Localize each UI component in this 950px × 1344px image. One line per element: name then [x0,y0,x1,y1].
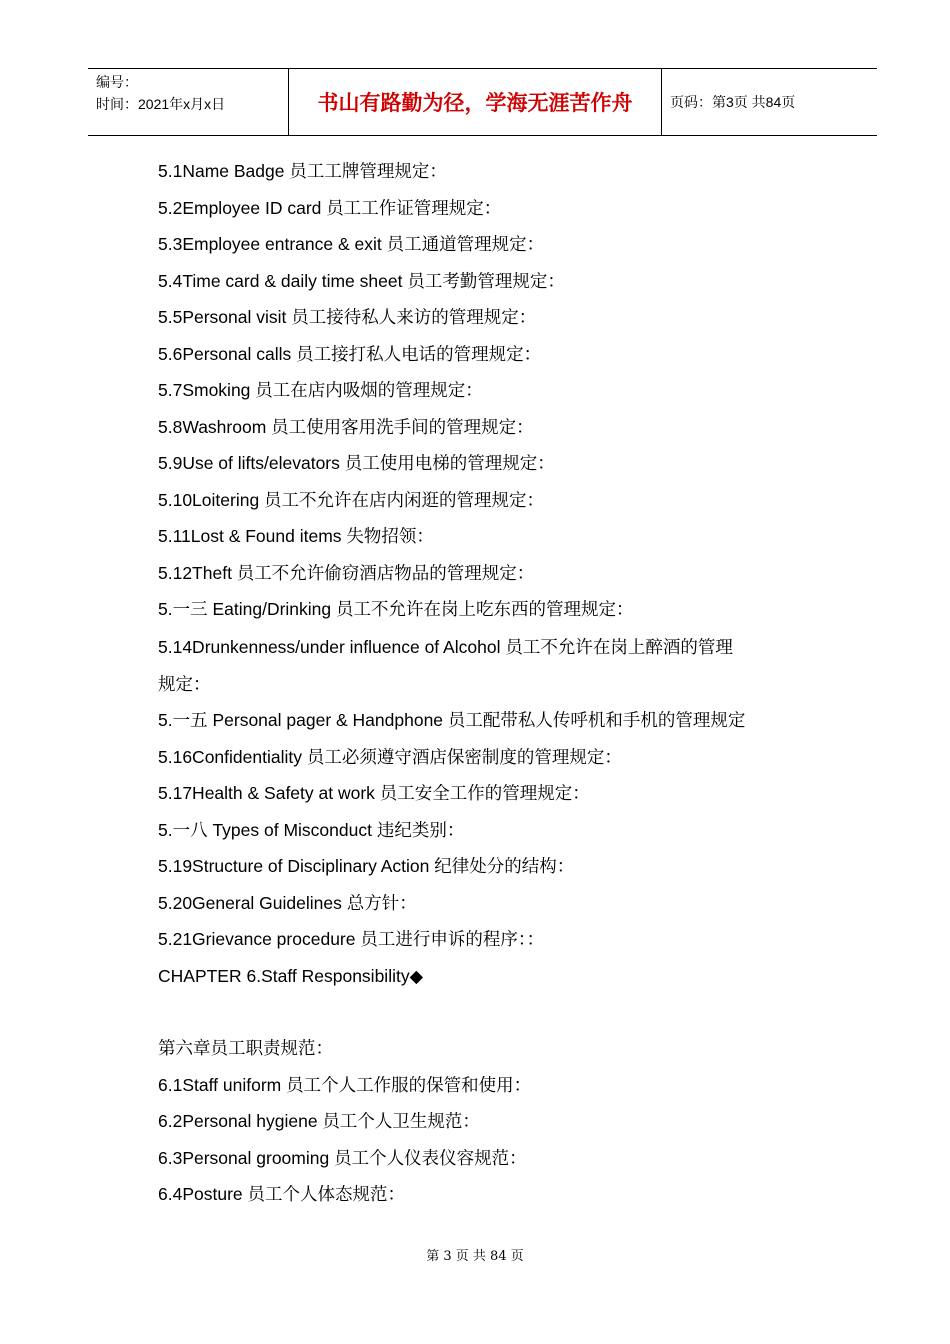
page-footer: 第 3 页 共 84 页 [426,1249,524,1264]
toc-line: 5.20General Guidelines 总方针： [158,892,417,913]
toc-line: 5.一三 Eating/Drinking 员工不允许在岗上吃东西的管理规定： [158,599,634,619]
toc-line-continued: 规定： [158,673,211,694]
toc-line: 5.7Smoking 员工在店内吸烟的管理规定： [158,380,483,400]
toc-line: 5.16Confidentiality 员工必须遵守酒店保密制度的管理规定： [158,746,622,767]
toc-line: 5.3Employee entrance & exit 员工通道管理规定： [158,234,545,254]
toc-line: 5.4Time card & daily time sheet 员工考勤管理规定： [158,270,565,291]
document-body [158,153,838,1213]
page-header [88,68,877,136]
toc-line: 5.8Washroom 员工使用客用洗手间的管理规定： [158,416,534,437]
toc-line: 5.12Theft 员工不允许偷窃酒店物品的管理规定： [158,562,535,583]
blank-line [158,994,838,1030]
toc-line: 6.1Staff uniform 员工个人工作服的保管和使用： [158,1074,532,1095]
toc-line: 5.19Structure of Disciplinary Action 纪律处分的结构： [158,856,575,876]
toc-line: 5.10Loitering 员工不允许在店内闲逛的管理规定： [158,489,545,510]
time-label: 时间：2021年x月x日 [96,96,226,112]
toc-line: 5.5Personal visit 员工接待私人来访的管理规定： [158,307,537,327]
toc-line: 5.21Grievance procedure 员工进行申诉的程序：： [158,929,545,949]
toc-line: 5.6Personal calls 员工接打私人电话的管理规定： [158,343,542,364]
toc-line: 5.2Employee ID card 员工工作证管理规定： [158,197,502,218]
toc-line: 5.1Name Badge 员工工牌管理规定： [158,161,447,181]
toc-line: 6.3Personal grooming 员工个人仪表仪容规范： [158,1147,527,1168]
toc-line: 5.一八 Types of Misconduct 违纪类别： [158,819,465,840]
toc-line: 6.2Personal hygiene 员工个人卫生规范： [158,1111,480,1131]
toc-line: 5.11Lost & Found items 失物招领： [158,526,434,546]
toc-line: 6.4Posture 员工个人体态规范： [158,1184,405,1204]
chapter-title-cn: 第六章员工职责规范： [158,1038,333,1058]
header-info [88,69,288,135]
header-page-label: 页码：第3页 共84页 [670,94,796,110]
doc-number-label: 编号： [96,74,138,90]
toc-line: 5.14Drunkenness/under influence of Alcohol 员工不允许在岗上醉酒的管理 [158,636,733,657]
chapter-heading: CHAPTER 6.Staff Responsibility◆ [158,965,424,986]
toc-line: 5.一五 Personal pager & Handphone 员工配带私人传呼机和手机的管理规定 [158,710,746,730]
toc-line: 5.17Health & Safety at work 员工安全工作的管理规定： [158,783,590,803]
header-motto: 书山有路勤为径，学海无涯苦作舟 [288,69,662,135]
toc-line: 5.9Use of lifts/elevators 员工使用电梯的管理规定： [158,453,555,473]
